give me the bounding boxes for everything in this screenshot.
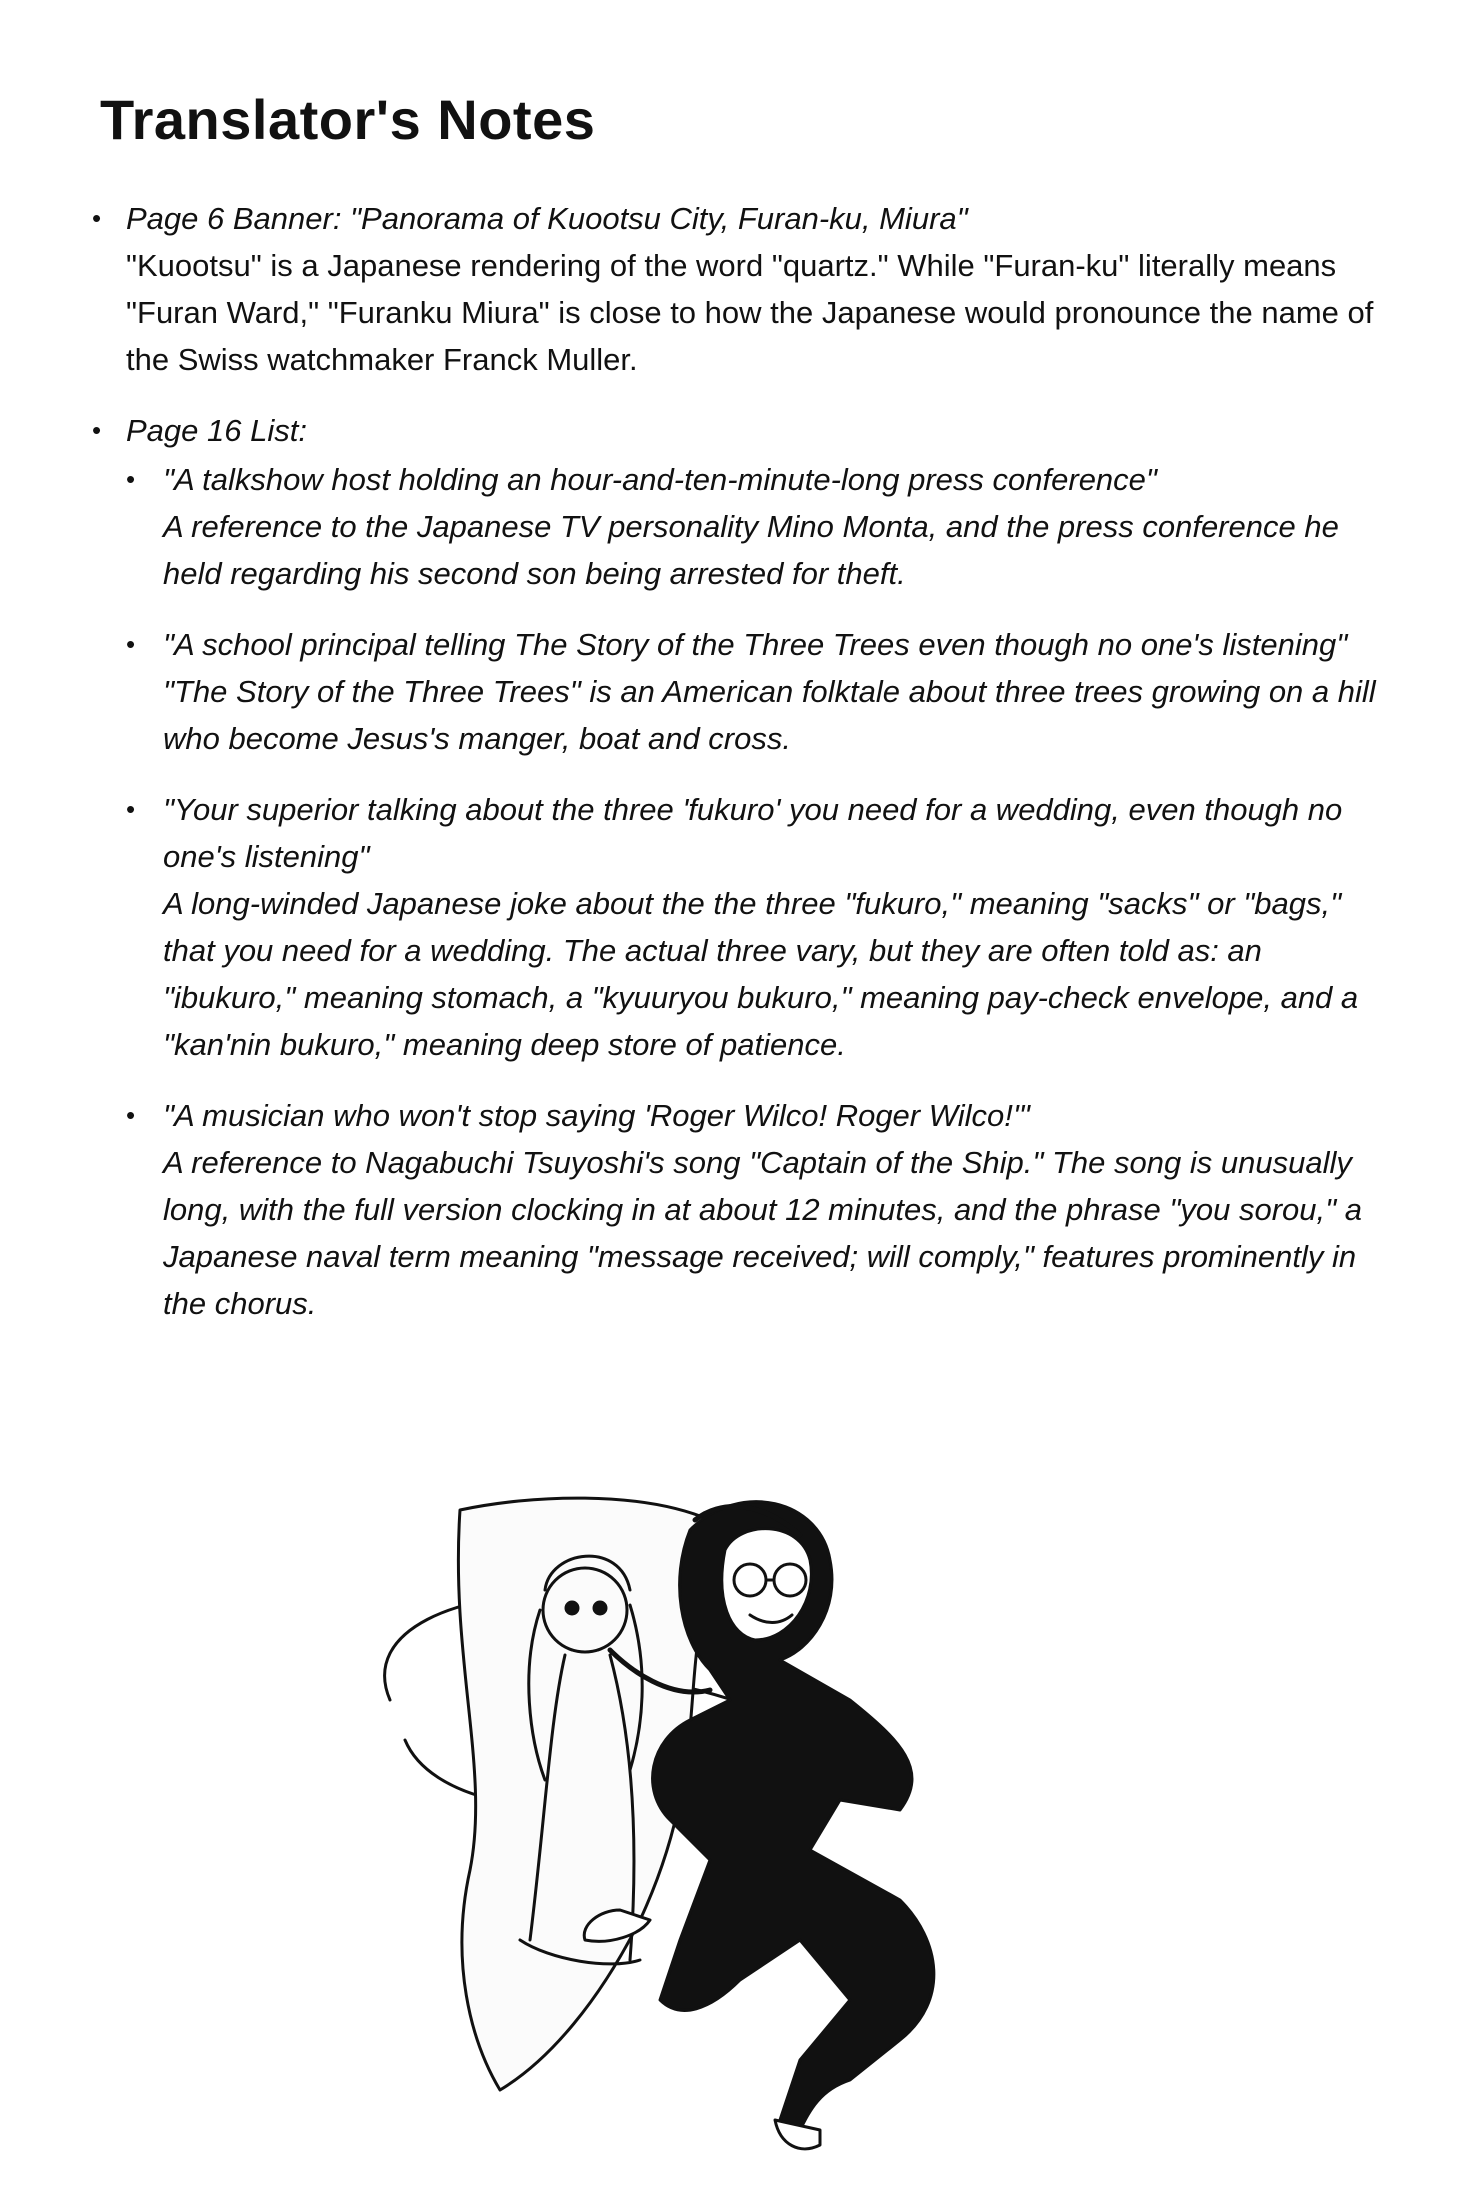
sub-note-quote: "A talkshow host holding an hour-and-ten-minute-long press conference"	[163, 462, 1157, 497]
sub-note-entry	[126, 456, 1392, 597]
manga-character-with-poster-illustration-icon	[380, 1440, 1420, 2160]
note-entry	[92, 195, 1392, 383]
sub-note-entry	[126, 1092, 1392, 1327]
note-sublist	[126, 456, 1392, 1327]
sub-note-quote: "Your superior talking about the three 'fukuro' you need for a wedding, even though no one's listening"	[163, 792, 1343, 874]
sub-note-explanation: A reference to Nagabuchi Tsuyoshi's song "Captain of the Ship." The song is unusually long, with the full version clocking in at about 12 minutes, and the phrase "you sorou," a Japanese naval term meaning "message received; will comply," features prominently in the chorus.	[163, 1145, 1362, 1321]
sub-note-entry	[126, 621, 1392, 762]
bullet-icon: •	[92, 203, 102, 233]
sub-note-explanation: A long-winded Japanese joke about the the three "fukuro," meaning "sacks" or "bags," that you need for a wedding. The actual three vary, but they are often told as: an "ibukuro," meaning stomach, a "kyuuryou bukuro," meaning pay-check envelope, and a "kan'nin bukuro," meaning deep store of patience.	[163, 886, 1359, 1062]
bullet-icon: •	[126, 1100, 136, 1130]
note-heading: Page 16 List:	[126, 413, 307, 448]
bullet-icon: •	[126, 629, 136, 659]
sub-note-quote: "A school principal telling The Story of the Three Trees even though no one's listening"	[163, 627, 1348, 662]
sub-note-quote: "A musician who won't stop saying 'Roger Wilco! Roger Wilco!'"	[163, 1098, 1030, 1133]
notes-list	[92, 195, 1392, 1351]
note-entry	[92, 407, 1392, 1327]
bullet-icon: •	[126, 794, 136, 824]
page-title: Translator's Notes	[100, 88, 596, 151]
sub-note-entry	[126, 786, 1392, 1068]
note-body: "Kuootsu" is a Japanese rendering of the word "quartz." While "Furan-ku" literally means "Furan Ward," "Furanku Miura" is close to how the Japanese would pronounce the name of the Swiss watchmaker Franck Muller.	[126, 248, 1374, 377]
sub-note-explanation: A reference to the Japanese TV personality Mino Monta, and the press conference he held regarding his second son being arrested for theft.	[163, 509, 1339, 591]
bullet-icon: •	[92, 415, 102, 445]
sub-note-explanation: "The Story of the Three Trees" is an American folktale about three trees growing on a hill who become Jesus's manger, boat and cross.	[163, 674, 1376, 756]
note-heading: Page 6 Banner: "Panorama of Kuootsu City, Furan-ku, Miura"	[126, 201, 968, 236]
bullet-icon: •	[126, 464, 136, 494]
